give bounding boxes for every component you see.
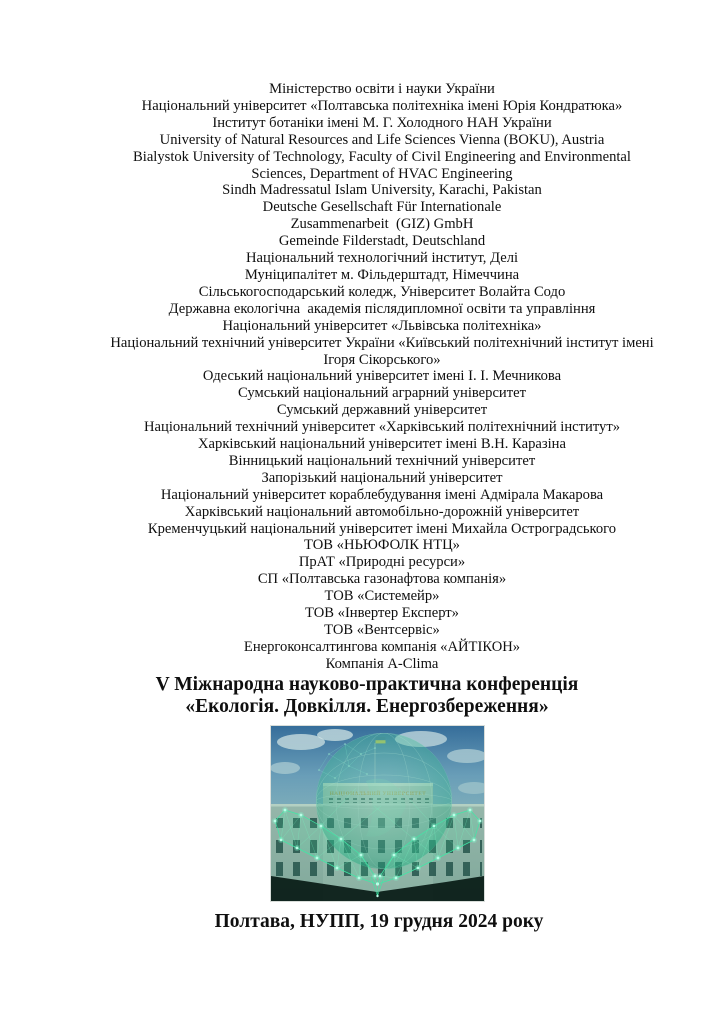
organization-line: Zusammenarbeit (GIZ) GmbH xyxy=(290,216,474,233)
organization-line: Sindh Madressatul Islam University, Karachi, Pakistan xyxy=(222,182,542,199)
organization-line: Запорізький національний університет xyxy=(261,469,503,486)
organization-line: Ігоря Сікорського» xyxy=(323,351,441,368)
conference-title-line1: V Міжнародна науково-практична конференція xyxy=(155,673,579,695)
organization-line: Харківський національний університет імені В.Н. Каразіна xyxy=(198,436,566,453)
organization-line: Sciences, Department of HVAC Engineering xyxy=(251,165,513,182)
footer-line: Полтава, НУПП, 19 грудня 2024 року xyxy=(214,910,544,932)
organization-line: Інститут ботаніки імені М. Г. Холодного НАН України xyxy=(212,114,552,131)
organization-line: СП «Полтавська газонафтова компанія» xyxy=(257,571,507,588)
organization-line: ПрАТ «Природні ресурси» xyxy=(298,554,466,571)
conference-title-line2: «Екологія. Довкілля. Енергозбереження» xyxy=(185,696,549,718)
organization-line: Національний університет кораблебудування імені Адмірала Макарова xyxy=(160,486,604,503)
organization-line: Bialystok University of Technology, Faculty of Civil Engineering and Environmental xyxy=(133,148,631,165)
conference-title xyxy=(75,674,689,719)
organization-line: University of Natural Resources and Life Sciences Vienna (BOKU), Austria xyxy=(159,131,605,148)
organization-line: Вінницький національний технічний університет xyxy=(228,452,536,469)
organization-line: Сільськогосподарський коледж, Університет Волайта Содо xyxy=(198,283,566,300)
organization-line: Державна екологічна академія післядипломної освіти та управління xyxy=(168,300,596,317)
organization-line: ТОВ «Інвертер Експерт» xyxy=(305,605,459,622)
organization-line: ТОВ «Системейр» xyxy=(324,588,440,605)
organization-line: Національний університет «Полтавська політехніка імені Юрія Кондратюка» xyxy=(141,97,623,114)
organization-line: Муніципалітет м. Фільдерштадт, Німеччина xyxy=(244,266,520,283)
organization-line: ТОВ «Вентсервіс» xyxy=(324,622,440,638)
organization-line: Сумський державний університет xyxy=(276,402,488,419)
organization-line: ТОВ «НЬЮФОЛК НТЦ» xyxy=(304,537,460,554)
organization-line: Сумський національний аграрний університет xyxy=(238,385,526,402)
organization-line: Deutsche Gesellschaft Für Internationale xyxy=(262,199,502,216)
conference-image xyxy=(271,726,484,901)
organization-line: Компанія A-Clima xyxy=(325,655,439,672)
organization-line: Енергоконсалтингова компанія «АЙТІКОН» xyxy=(243,638,521,655)
organization-line: Кременчуцький національний університет імені Михайла Остроградського xyxy=(147,520,617,537)
organization-line: Національний університет «Львівська політехніка» xyxy=(222,317,542,334)
organization-line: Національний технічний університет України «Київський політехнічний інститут імені xyxy=(110,334,654,351)
organization-line: Міністерство освіти і науки України xyxy=(269,81,495,97)
organization-line: Gemeinde Filderstadt, Deutschland xyxy=(278,233,486,250)
organization-line: Одеський національний університет імені І. І. Мечникова xyxy=(202,368,562,385)
organization-line: Національний технологічний інститут, Делі xyxy=(245,250,519,267)
organization-line: Національний технічний університет «Харківський політехнічний інститут» xyxy=(144,419,620,436)
organizations-list xyxy=(75,81,689,673)
organization-line: Харківський національний автомобільно-дорожній університет xyxy=(184,503,580,520)
